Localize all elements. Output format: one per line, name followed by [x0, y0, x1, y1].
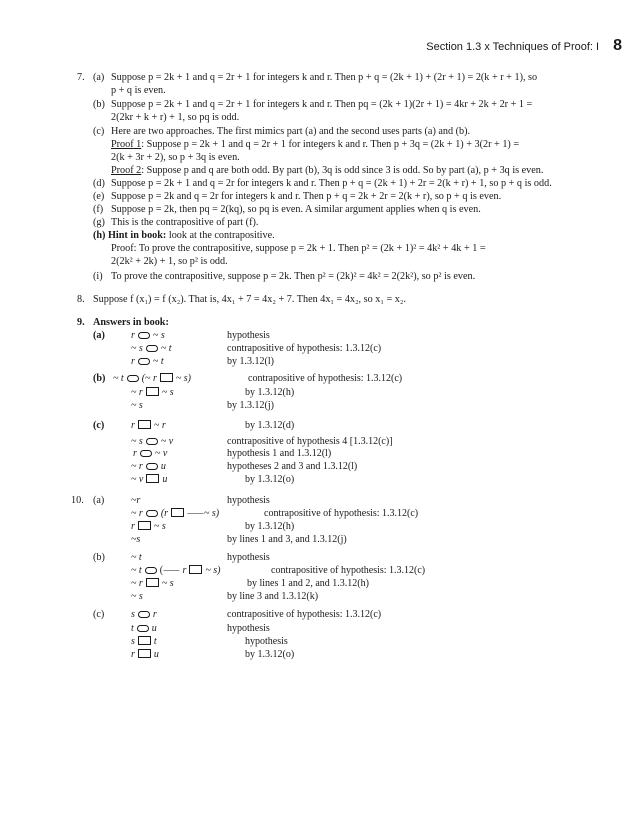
proof-reason: by 1.3.12(h)	[245, 521, 295, 532]
operator-box-icon	[138, 420, 151, 429]
proof1-label: Proof 1	[111, 139, 142, 150]
q7g-text: This is the contrapositive of part (f).	[111, 217, 259, 228]
proof-step	[131, 533, 140, 546]
step-stmt: ~ s	[131, 436, 143, 447]
q10c-label: (c)	[93, 609, 105, 620]
step-stmt: ~ s)	[205, 565, 221, 576]
step-stmt: r	[131, 649, 135, 660]
step-stmt: t	[131, 623, 134, 634]
proof-reason: hypothesis	[245, 636, 288, 647]
proof-step	[131, 473, 167, 486]
operator-box-icon	[189, 565, 202, 574]
q7h-proof: Proof: To prove the contrapositive, suppose p = 2k + 1. Then p² = (2k + 1)² = 4k² + 4k + 1 =	[111, 243, 486, 254]
step-stmt: ~ s	[131, 591, 143, 602]
step-stmt: ~ v	[160, 436, 174, 447]
operator-box-icon	[160, 373, 173, 382]
proof-step	[131, 622, 157, 635]
q7a-text-cont: p + q is even.	[111, 85, 166, 96]
proof-reason: contrapositive of hypothesis: 1.3.12(c)	[264, 508, 419, 519]
step-stmt: ~s	[131, 534, 141, 545]
proof-step	[133, 447, 167, 460]
proof-reason: by 1.3.12(j)	[227, 400, 274, 411]
paren-arrow-glyph: (⸺	[159, 565, 180, 576]
proof-step	[131, 590, 143, 603]
bicond-oval-icon	[140, 450, 152, 457]
proof-step	[131, 551, 142, 564]
q10-number: 10.	[71, 495, 84, 506]
step-stmt: ~ r	[131, 578, 143, 589]
q7h-hint-label: (h) Hint in book:	[93, 230, 167, 241]
q7e-text: Suppose p = 2k and q = 2r for integers k and r. Then p + q = 2k + 2r = 2(k + r), so p + q is even.	[111, 191, 502, 202]
q7h-hint-text: look at the contrapositive.	[166, 230, 275, 241]
step-stmt: r	[131, 330, 135, 341]
proof-step	[131, 635, 157, 648]
proof-reason: by 1.3.12(h)	[245, 387, 295, 398]
proof-step	[131, 577, 174, 590]
operator-box-icon	[146, 387, 159, 396]
bicond-oval-icon	[146, 463, 158, 470]
step-stmt: ~ s	[161, 578, 174, 589]
q7b-text-cont: 2(2kr + k + r) + 1, so pq is odd.	[111, 112, 240, 123]
step-stmt: ~ s	[153, 521, 166, 532]
operator-box-icon	[138, 649, 151, 658]
bicond-oval-icon	[137, 625, 149, 632]
step-stmt: ~ s	[131, 343, 143, 354]
bicond-oval-icon	[127, 375, 139, 382]
proof-reason: hypothesis	[227, 495, 270, 506]
step-stmt: r	[131, 356, 135, 367]
proof-step	[131, 460, 166, 473]
proof-reason: hypotheses 2 and 3 and 1.3.12(l)	[227, 461, 358, 472]
step-stmt: r	[182, 565, 187, 576]
step-stmt: ~ s	[161, 387, 174, 398]
q7b-text: Suppose p = 2k + 1 and q = 2r + 1 for integers k and r. Then pq = (2k + 1)(2r + 1) = 4kr + 2k + 2r + 1 =	[111, 99, 533, 110]
step-stmt: ~ s)	[203, 508, 220, 519]
q7e-label: (e)	[93, 191, 105, 202]
proof-reason: by 1.3.12(o)	[245, 649, 295, 660]
proof-reason: by 1.3.12(l)	[227, 356, 274, 367]
step-stmt: (~ r	[141, 373, 157, 384]
step-stmt: u	[151, 623, 157, 634]
proof-reason: by line 3 and 1.3.12(k)	[227, 591, 319, 602]
q9a-label: (a)	[93, 330, 105, 341]
proof-step	[131, 507, 219, 520]
q9c-label: (c)	[93, 420, 105, 431]
step-stmt: ~ r	[153, 420, 166, 431]
step-stmt: s	[131, 609, 135, 620]
step-stmt: r	[131, 420, 135, 431]
q8-text: Suppose f (x₁) = f (x₂). That is, 4x₁ + 7 = 4x₂ + 7. Then 4x₁ = 4x₂, so x₁ = x₂.	[93, 294, 406, 305]
operator-box-icon	[171, 508, 184, 517]
operator-box-icon	[138, 521, 151, 530]
bicond-oval-icon	[138, 611, 150, 618]
proof-step	[131, 355, 164, 368]
q7f-label: (f)	[93, 204, 104, 215]
step-stmt: ~ t	[131, 552, 142, 563]
q7d-label: (d)	[93, 178, 105, 189]
q10a-label: (a)	[93, 495, 105, 506]
step-stmt: ~ r	[131, 508, 143, 519]
q7h-line	[93, 229, 275, 242]
proof2-text: : Suppose p and q are both odd. By part (b), 3q is odd since 3 is odd. So by part (a), p + 3q is even.	[141, 165, 544, 176]
proof-reason: by 1.3.12(o)	[245, 474, 295, 485]
proof1-text: : Suppose p = 2k + 1 and q = 2r + 1 for integers k and r. Then p + 3q = (2k + 1) + 3(2r + 1) =	[141, 139, 520, 150]
step-stmt: u	[153, 649, 159, 660]
step-stmt: s	[131, 636, 135, 647]
step-stmt: ~ s	[131, 400, 143, 411]
q10b-label: (b)	[93, 552, 105, 563]
proof-step	[131, 648, 159, 661]
dash-glyph: ⸺	[187, 508, 204, 519]
operator-box-icon	[146, 578, 159, 587]
q7i-text: To prove the contrapositive, suppose p = 2k. Then p² = (2k)² = 4k² = 2(2k²), so p² is even.	[111, 271, 476, 282]
bicond-oval-icon	[146, 345, 158, 352]
proof-reason: contrapositive of hypothesis: 1.3.12(c)	[227, 343, 382, 354]
step-stmt: t	[153, 636, 157, 647]
proof-step	[131, 342, 172, 355]
step-stmt: ~ t	[113, 373, 124, 384]
operator-box-icon	[138, 636, 151, 645]
q7h-proof-cont: 2(2k² + 2k) + 1, so p² is odd.	[111, 256, 228, 267]
proof-step	[131, 419, 166, 432]
q7c-proof2	[111, 164, 543, 177]
q7i-label: (i)	[93, 271, 103, 282]
proof-reason: contrapositive of hypothesis: 1.3.12(c)	[227, 609, 382, 620]
bicond-oval-icon	[146, 510, 158, 517]
proof-reason: contrapositive of hypothesis: 1.3.12(c)	[248, 373, 403, 384]
q9b-label: (b)	[93, 373, 106, 384]
step-stmt: ~ r	[131, 387, 143, 398]
step-stmt: ~ v	[154, 448, 168, 459]
q7g-label: (g)	[93, 217, 105, 228]
proof-reason: contrapositive of hypothesis: 1.3.12(c)	[271, 565, 426, 576]
proof-reason: by 1.3.12(d)	[245, 420, 295, 431]
step-stmt: u	[160, 461, 166, 472]
bicond-oval-icon	[138, 358, 150, 365]
step-stmt: ~ s	[152, 330, 165, 341]
q9-title: Answers in book:	[93, 317, 169, 328]
q7f-text: Suppose p = 2k, then pq = 2(kq), so pq is even. A similar argument applies when q is even.	[111, 204, 481, 215]
step-stmt: (r	[160, 508, 169, 519]
step-stmt: ~ t	[152, 356, 164, 367]
q9-number: 9.	[77, 317, 85, 328]
proof-step	[131, 564, 221, 577]
step-stmt: ~ t	[131, 565, 142, 576]
q7c-proof1	[111, 138, 519, 151]
section-title: Section 1.3 x Techniques of Proof: I	[426, 41, 600, 53]
proof-reason: hypothesis	[227, 623, 270, 634]
page-header	[426, 37, 622, 55]
proof-step	[131, 608, 157, 621]
step-stmt: ~r	[131, 495, 141, 506]
proof-reason: contrapositive of hypothesis 4 [1.3.12(c)]	[227, 436, 393, 447]
step-stmt: ~ s)	[175, 373, 191, 384]
q7c-text: Here are two approaches. The first mimics part (a) and the second uses parts (a) and (b).	[111, 126, 471, 137]
proof-step	[131, 520, 166, 533]
proof-step	[131, 494, 140, 507]
q7c-label: (c)	[93, 126, 105, 137]
proof-reason: hypothesis 1 and 1.3.12(l)	[227, 448, 332, 459]
proof-reason: hypothesis	[227, 552, 270, 563]
proof-reason: hypothesis	[227, 330, 270, 341]
proof-step	[131, 386, 174, 399]
q7d-text: Suppose p = 2k + 1 and q = 2r for integers k and r. Then p + q = (2k + 1) + 2r = 2(k + r) + 1, so p + q is odd.	[111, 178, 552, 189]
bicond-oval-icon	[145, 567, 157, 574]
bicond-oval-icon	[138, 332, 150, 339]
q8-number: 8.	[77, 294, 85, 305]
step-stmt: ~ v	[131, 474, 144, 485]
bicond-oval-icon	[146, 438, 158, 445]
q7b-label: (b)	[93, 99, 105, 110]
step-stmt: u	[162, 474, 168, 485]
operator-box-icon	[146, 474, 159, 483]
q7c-proof1-cont: 2(k + 3r + 2), so p + 3q is even.	[111, 152, 240, 163]
step-stmt: r	[133, 448, 137, 459]
step-stmt: ~ t	[160, 343, 172, 354]
step-stmt: ~ r	[131, 461, 143, 472]
q7a-label: (a)	[93, 72, 105, 83]
step-stmt: r	[152, 609, 157, 620]
q7a-text: Suppose p = 2k + 1 and q = 2r + 1 for integers k and r. Then p + q = (2k + 1) + (2r + 1) = 2(k + r + 1), so	[111, 72, 538, 83]
proof-reason: by lines 1 and 2, and 1.3.12(h)	[247, 578, 369, 589]
step-stmt: r	[131, 521, 135, 532]
proof-step	[131, 329, 165, 342]
proof-step	[113, 372, 191, 385]
proof-step	[131, 399, 143, 412]
q7-number: 7.	[77, 72, 85, 83]
proof-reason: by lines 1 and 3, and 1.3.12(j)	[227, 534, 347, 545]
proof2-label: Proof 2	[111, 165, 142, 176]
page-number: 8	[613, 37, 622, 54]
